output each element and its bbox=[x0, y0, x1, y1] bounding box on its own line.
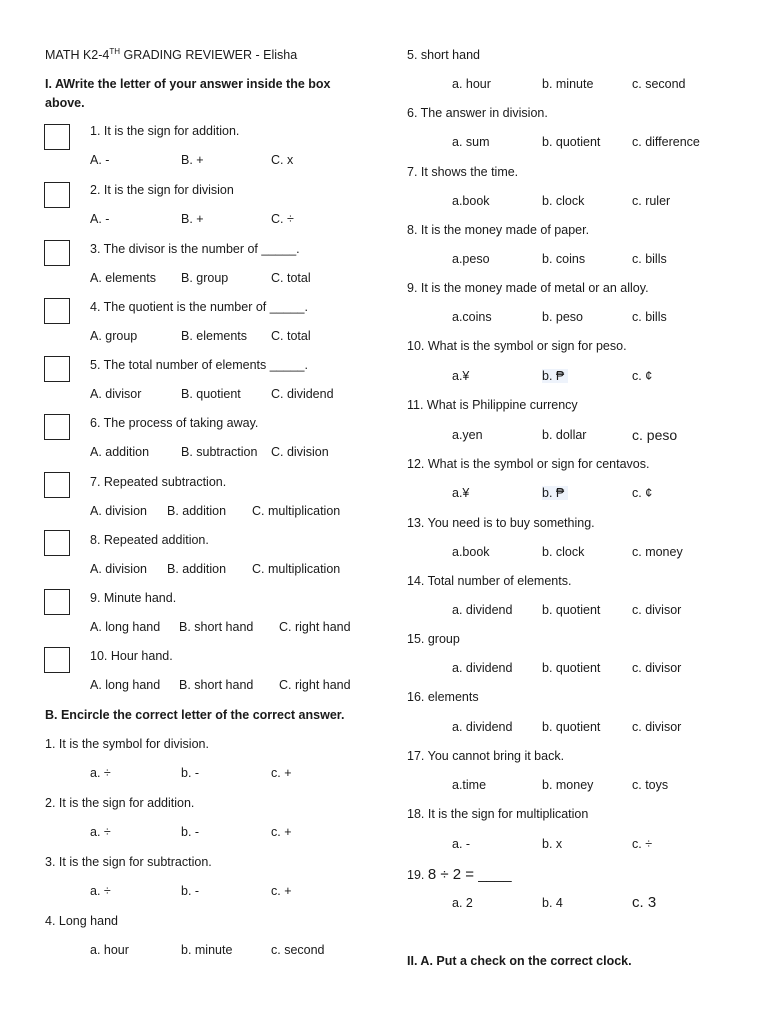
option-a: A. group bbox=[90, 329, 138, 343]
option-a: a. - bbox=[452, 837, 471, 851]
option-b: B. addition bbox=[167, 562, 227, 576]
option-a: a.book bbox=[452, 545, 490, 559]
option-c: C. multiplication bbox=[252, 504, 341, 518]
option-c: c. divisor bbox=[632, 661, 682, 675]
title-prefix: MATH K2-4 bbox=[45, 48, 110, 62]
option-b: B. group bbox=[181, 271, 229, 285]
option-a: A. - bbox=[90, 212, 110, 226]
option-c: c. ¢ bbox=[632, 486, 653, 500]
option-c: C. multiplication bbox=[252, 562, 341, 576]
option-a: a.¥ bbox=[452, 486, 470, 500]
question-text: 5. short hand bbox=[407, 48, 480, 62]
option-c: c. + bbox=[271, 884, 292, 898]
option-c: C. total bbox=[271, 271, 311, 285]
option-a: a. ÷ bbox=[90, 825, 111, 839]
section-ii-heading: II. A. Put a check on the correct clock. bbox=[407, 954, 632, 968]
question-text: 15. group bbox=[407, 632, 460, 646]
answer-box[interactable] bbox=[44, 356, 70, 382]
option-a: a. dividend bbox=[452, 720, 513, 734]
question-text: 7. Repeated subtraction. bbox=[90, 475, 227, 489]
option-a: a. sum bbox=[452, 135, 490, 149]
option-b: b. - bbox=[181, 884, 200, 898]
option-a: A. addition bbox=[90, 445, 150, 459]
option-c: c. 3 bbox=[632, 894, 657, 911]
option-a: A. long hand bbox=[90, 678, 161, 692]
option-a: a. ÷ bbox=[90, 766, 111, 780]
option-a: a. hour bbox=[90, 943, 129, 957]
question-text: 16. elements bbox=[407, 690, 479, 704]
option-a: A. - bbox=[90, 153, 110, 167]
option-c: c. bills bbox=[632, 310, 667, 324]
question-text: 9. It is the money made of metal or an alloy. bbox=[407, 281, 649, 295]
question-text: 2. It is the sign for division bbox=[90, 183, 234, 197]
option-c: c. divisor bbox=[632, 603, 682, 617]
option-a: a.yen bbox=[452, 428, 483, 442]
option-b: B. subtraction bbox=[181, 445, 258, 459]
option-a: a.time bbox=[452, 778, 487, 792]
question-text: 14. Total number of elements. bbox=[407, 574, 572, 588]
question-text: 3. It is the sign for subtraction. bbox=[45, 855, 212, 869]
option-c: C. dividend bbox=[271, 387, 334, 401]
question-text: 4. Long hand bbox=[45, 914, 118, 928]
option-a: a.coins bbox=[452, 310, 492, 324]
option-b: b. clock bbox=[542, 545, 585, 559]
option-c: C. total bbox=[271, 329, 311, 343]
option-a: a.peso bbox=[452, 252, 490, 266]
option-c: c. toys bbox=[632, 778, 669, 792]
option-b: b. clock bbox=[542, 194, 585, 208]
question-text: 10. What is the symbol or sign for peso. bbox=[407, 339, 627, 353]
question-number: 19. bbox=[407, 868, 428, 882]
option-b: B. + bbox=[181, 153, 204, 167]
answer-box[interactable] bbox=[44, 182, 70, 208]
section-a-heading-line2: above. bbox=[45, 96, 85, 110]
worksheet-title bbox=[45, 48, 297, 62]
option-b: b. dollar bbox=[542, 428, 587, 442]
option-c: c. divisor bbox=[632, 720, 682, 734]
option-b: B. quotient bbox=[181, 387, 241, 401]
title-superscript: TH bbox=[109, 46, 121, 56]
option-c: c. second bbox=[271, 943, 325, 957]
question-text: 8. Repeated addition. bbox=[90, 533, 209, 547]
answer-box[interactable] bbox=[44, 414, 70, 440]
option-c: C. x bbox=[271, 153, 294, 167]
question-text: 6. The answer in division. bbox=[407, 106, 548, 120]
option-b: B. short hand bbox=[179, 620, 254, 634]
question-text: 5. The total number of elements _____. bbox=[90, 358, 308, 372]
option-a: a. dividend bbox=[452, 661, 513, 675]
question-text: 1. It is the symbol for division. bbox=[45, 737, 209, 751]
question-text: 13. You need is to buy something. bbox=[407, 516, 595, 530]
option-c: c. + bbox=[271, 825, 292, 839]
option-a: a. dividend bbox=[452, 603, 513, 617]
answer-box[interactable] bbox=[44, 530, 70, 556]
option-c: C. ÷ bbox=[271, 212, 294, 226]
question-text: 17. You cannot bring it back. bbox=[407, 749, 565, 763]
question-text bbox=[407, 866, 512, 883]
option-c: c. second bbox=[632, 77, 686, 91]
answer-box[interactable] bbox=[44, 647, 70, 673]
question-text: 8. It is the money made of paper. bbox=[407, 223, 590, 237]
option-c: c. bills bbox=[632, 252, 667, 266]
section-b-heading: B. Encircle the correct letter of the correct answer. bbox=[45, 708, 345, 722]
option-b: B. + bbox=[181, 212, 204, 226]
option-c: C. right hand bbox=[279, 620, 351, 634]
option-a: A. division bbox=[90, 562, 147, 576]
option-b: B. short hand bbox=[179, 678, 254, 692]
question-text: 12. What is the symbol or sign for centavos. bbox=[407, 457, 650, 471]
question-text: 1. It is the sign for addition. bbox=[90, 124, 240, 138]
option-b: b. - bbox=[181, 825, 200, 839]
option-c: c. + bbox=[271, 766, 292, 780]
option-a: A. division bbox=[90, 504, 147, 518]
option-c: c. ÷ bbox=[632, 837, 653, 851]
question-text: 11. What is Philippine currency bbox=[407, 398, 578, 412]
option-c: C. division bbox=[271, 445, 329, 459]
option-a: A. elements bbox=[90, 271, 157, 285]
option-c: c. ¢ bbox=[632, 369, 653, 383]
answer-box[interactable] bbox=[44, 124, 70, 150]
answer-box[interactable] bbox=[44, 472, 70, 498]
option-c: c. ruler bbox=[632, 194, 671, 208]
option-b: b. 4 bbox=[542, 896, 563, 910]
option-b: b. x bbox=[542, 837, 563, 851]
option-b: b. ₱ bbox=[542, 369, 568, 383]
option-c: c. peso bbox=[632, 427, 678, 443]
question-text: 9. Minute hand. bbox=[90, 591, 177, 605]
option-b: b. peso bbox=[542, 310, 584, 324]
answer-box[interactable] bbox=[44, 240, 70, 266]
option-b: b. - bbox=[181, 766, 200, 780]
section-a-heading-line1: I. AWrite the letter of your answer inside the box bbox=[45, 77, 331, 91]
option-c: c. money bbox=[632, 545, 683, 559]
question-text: 4. The quotient is the number of _____. bbox=[90, 300, 308, 314]
option-b: b. money bbox=[542, 778, 594, 792]
option-a: a. ÷ bbox=[90, 884, 111, 898]
option-a: a.¥ bbox=[452, 369, 470, 383]
title-suffix: GRADING REVIEWER - Elisha bbox=[120, 48, 298, 62]
option-a: A. long hand bbox=[90, 620, 161, 634]
option-a: a. 2 bbox=[452, 896, 473, 910]
option-b: b. coins bbox=[542, 252, 586, 266]
option-b: b. quotient bbox=[542, 661, 601, 675]
question-text: 18. It is the sign for multiplication bbox=[407, 807, 589, 821]
option-c: C. right hand bbox=[279, 678, 351, 692]
question-text: 7. It shows the time. bbox=[407, 165, 519, 179]
option-b: B. addition bbox=[167, 504, 227, 518]
answer-box[interactable] bbox=[44, 298, 70, 324]
option-a: A. divisor bbox=[90, 387, 142, 401]
option-a: a. hour bbox=[452, 77, 491, 91]
option-b: b. minute bbox=[181, 943, 233, 957]
math-expression: 8 ÷ 2 = ____ bbox=[427, 866, 512, 883]
answer-box[interactable] bbox=[44, 589, 70, 615]
option-b: b. quotient bbox=[542, 603, 601, 617]
option-a: a.book bbox=[452, 194, 490, 208]
question-text: 2. It is the sign for addition. bbox=[45, 796, 195, 810]
option-b: b. ₱ bbox=[542, 486, 568, 500]
option-c: c. difference bbox=[632, 135, 700, 149]
question-text: 10. Hour hand. bbox=[90, 649, 173, 663]
question-text: 3. The divisor is the number of _____. bbox=[90, 242, 300, 256]
option-b: b. quotient bbox=[542, 135, 601, 149]
option-b: b. minute bbox=[542, 77, 594, 91]
option-b: b. quotient bbox=[542, 720, 601, 734]
option-b: B. elements bbox=[181, 329, 248, 343]
question-text: 6. The process of taking away. bbox=[90, 416, 259, 430]
